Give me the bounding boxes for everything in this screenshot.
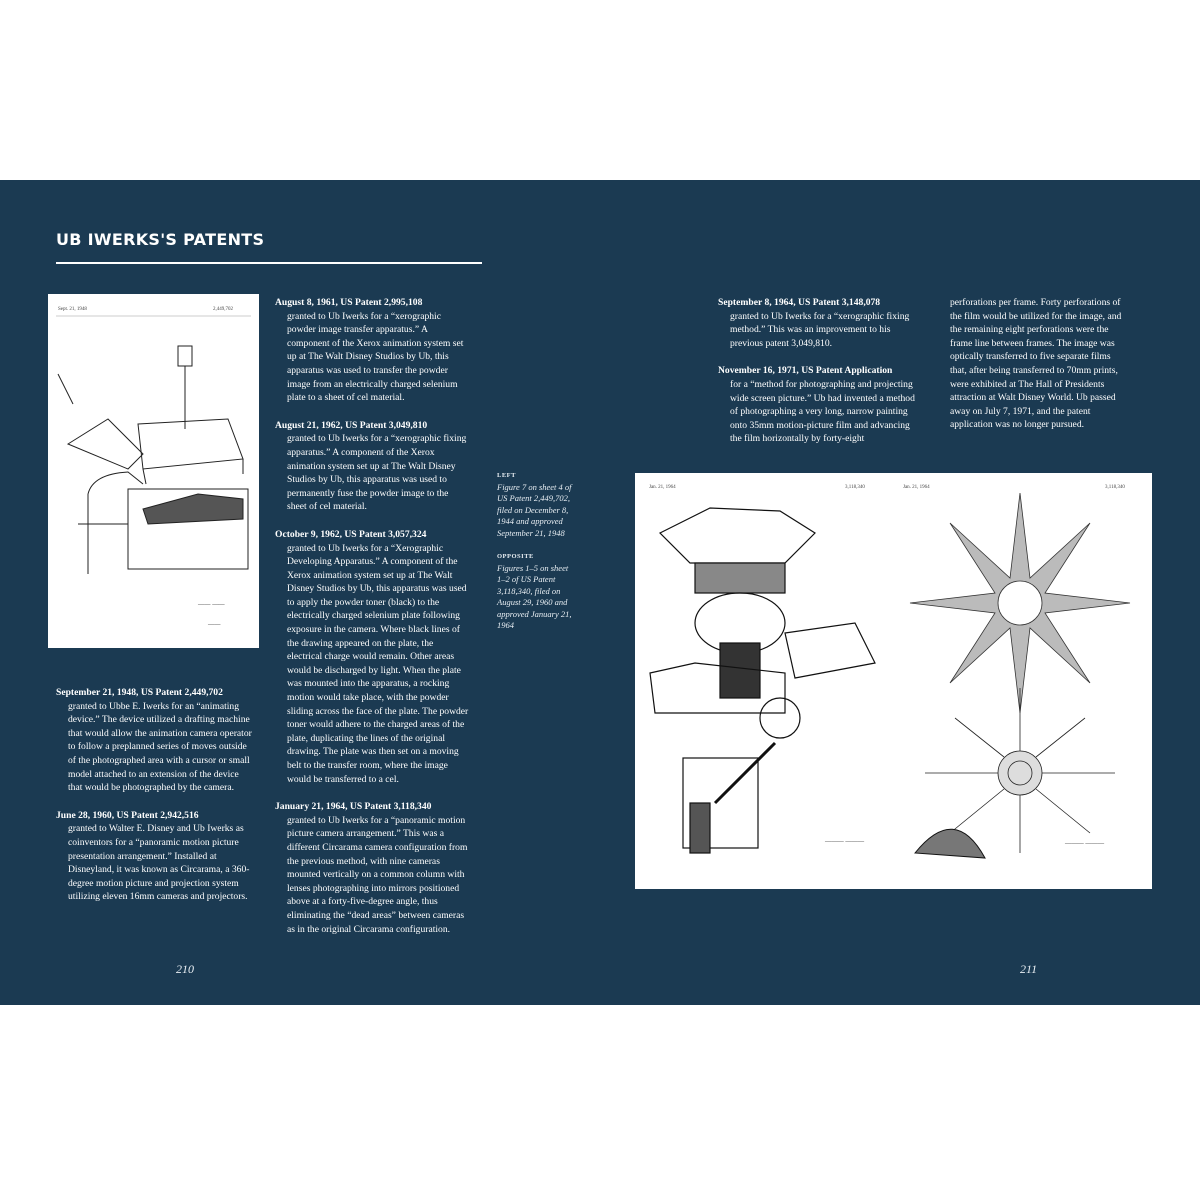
svg-text:3,118,340: 3,118,340	[845, 485, 865, 490]
patent-date: Sept. 21, 1948	[58, 307, 87, 312]
svg-text:3,118,340: 3,118,340	[1105, 485, 1125, 490]
svg-text:——— ———: ——— ———	[825, 837, 865, 845]
figure-captions	[497, 470, 577, 644]
patent-entry: September 8, 1964, US Patent 3,148,078 granted to Ub Iwerks for a “xerographic fixing method.” This was an improvement to his previous patent 3,049,810.	[718, 297, 910, 349]
svg-text:——: ——	[208, 620, 221, 628]
patent-drawing-2449702	[48, 294, 259, 648]
left-column-1	[56, 686, 254, 918]
right-column-2: perforations per frame. Forty perforations of the film would be utilized for the image, and the remaining eight perforations were the frame line between frames. The image was optically transferred to five separate films that, after being transferred to 70mm prints, were exhibited at The Hall of Presidents attraction at Walt Disney World. Ub passed away on July 7, 1971, and the patent application was no longer pursued.	[950, 297, 1122, 431]
title-rule	[56, 262, 482, 264]
patent-number: 2,449,702	[213, 307, 233, 312]
page-number-right: 211	[1020, 962, 1038, 976]
star-diagram	[910, 493, 1130, 713]
svg-text:——— ———: ——— ———	[1065, 839, 1105, 847]
patent-drawing-3118340	[635, 473, 1152, 889]
svg-text:—— ——: —— ——	[198, 600, 225, 608]
caption-left: LEFT Figure 7 on sheet 4 of US Patent 2,449,702, filed on December 8, 1944 and approved September 21, 1948	[497, 472, 572, 538]
caption-opposite: OPPOSITE Figures 1–5 on sheet 1–2 of US Patent 3,118,340, filed on August 29, 1960 and approved January 21, 1964	[497, 553, 572, 630]
patent-entry: January 21, 1964, US Patent 3,118,340 granted to Ub Iwerks for a “panoramic motion picture camera arrangement.” This was a different Circarama camera configuration from the previous method, with nine cameras mounted vertically on a common column with lenses photographing into mirrors positioned above at a forty-five-degree angle, thus eliminating the “dead areas” between cameras as in the original Circarama configuration.	[275, 801, 468, 935]
page-title: UB IWERKS'S PATENTS	[56, 230, 265, 249]
left-column-2	[275, 296, 470, 950]
patent-entry: November 16, 1971, US Patent Application for a “method for photographing and projecting wide screen picture.” Ub had invented a method of photographing a very long, narrow painting onto 35mm motion-picture film and advancing the film horizontally by forty-eight	[718, 365, 915, 445]
patent-entry: August 21, 1962, US Patent 3,049,810 granted to Ub Iwerks for a “xerographic fixing apparatus.” A component of the Xerox animation system set up at The Walt Disney Studios by Ub, this apparatus was used to permanently fuse the powder image to the sheet of cel material.	[275, 419, 467, 513]
patent-entry: August 8, 1961, US Patent 2,995,108 granted to Ub Iwerks for a “xerographic powder image transfer apparatus.” A component of the Xerox animation system set up at The Walt Disney Studios by Ub, this apparatus was used to transfer the powder image from an electrically charged selenium plate to a sheet of cel material.	[275, 297, 464, 404]
svg-text:Jan. 21, 1964: Jan. 21, 1964	[649, 485, 676, 490]
patent-entry: October 9, 1962, US Patent 3,057,324 granted to Ub Iwerks for a “Xerographic Developing Apparatus.” A component of the Xerox animation system set up at The Walt Disney Studios by Ub, this apparatus was used to apply the powder toner (black) to the electrically charged selenium plate following exposure in the camera. Where black lines of the drawing appeared on the plate, the electrical charge would remain. Other areas would be discharged by light. When the plate was mounted into the apparatus, a rocking motion would take place, with the powder sliding across the face of the plate. The powder toner would adhere to the charged areas of the plate, duplicating the lines of the original drawing. The plate was then set on a moving belt to the transfer room, where the image would be transferred to a cel.	[275, 528, 469, 785]
patent-entry: June 28, 1960, US Patent 2,942,516 granted to Walter E. Disney and Ub Iwerks as coinventors for a “panoramic motion picture presentation arrangement.” Installed at Disneyland, it was known as Circarama, a 360-degree motion picture and projection system utilizing eleven 16mm cameras and projectors.	[56, 809, 250, 903]
right-column-1	[718, 296, 923, 460]
patent-entry: September 21, 1948, US Patent 2,449,702 granted to Ubbe E. Iwerks for an “animating device.” The device utilized a drafting machine that would allow the animation camera operator to follow a preplanned series of moves outside of the photographed area with a cursor or small model attached to an extension of the device that would be photographed by the camera.	[56, 687, 252, 794]
page-number-left: 210	[176, 962, 194, 976]
svg-text:Jan. 21, 1964: Jan. 21, 1964	[903, 485, 930, 490]
